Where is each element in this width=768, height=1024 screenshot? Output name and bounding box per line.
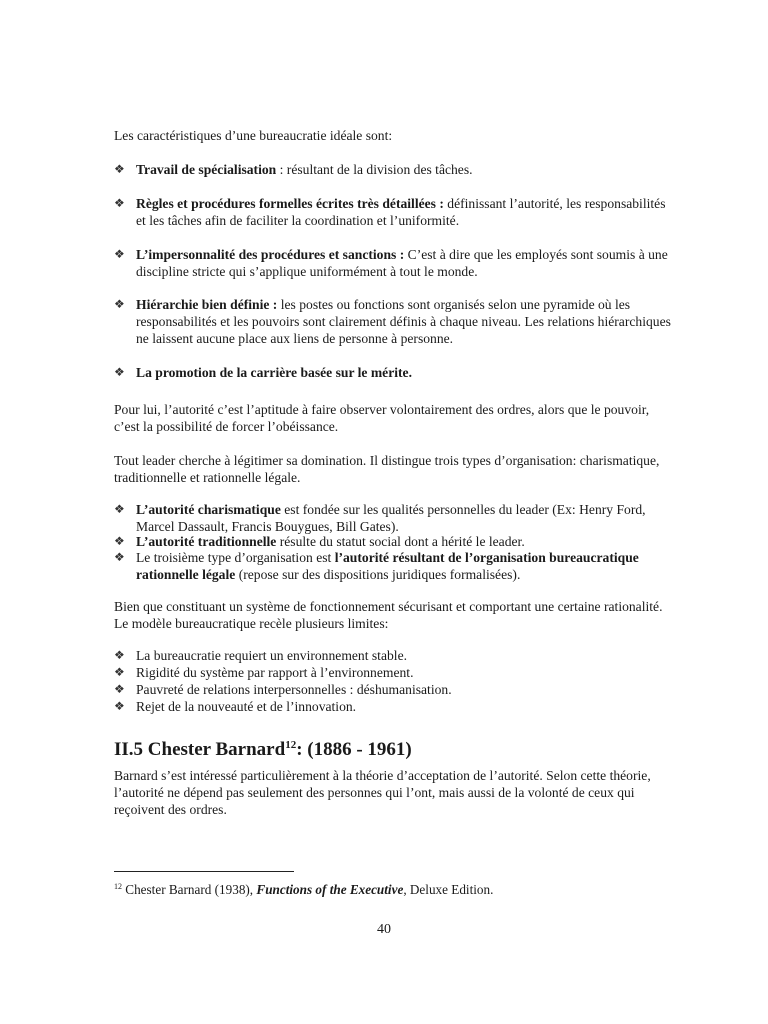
limit-text: Rigidité du système par rapport à l’environnement. <box>136 665 414 680</box>
page-number: 40 <box>377 922 391 937</box>
authority-type-text: (repose sur des dispositions juridiques formalisées). <box>235 567 521 582</box>
authority-type-title: l’autorité résultant de l’organisation bureaucratique rationnelle légale <box>136 550 639 582</box>
limit-item <box>114 698 674 715</box>
characteristic-item <box>114 364 674 381</box>
limit-item <box>114 664 674 681</box>
authority-type-item <box>114 501 674 535</box>
footnote-ref: 12 <box>285 739 297 751</box>
bullet-icon: ❖ <box>114 665 125 679</box>
limit-text: Pauvreté de relations interpersonnelles : déshumanisation. <box>136 682 452 697</box>
authority-paragraph: Pour lui, l’autorité c’est l’aptitude à faire observer volontairement des ordres, alors que le pouvoir, c’est la possibilité de forcer l’obéissance. <box>114 402 650 434</box>
intro-paragraph: Les caractéristiques d’une bureaucratie idéale sont: <box>114 128 393 143</box>
bullet-icon: ❖ <box>114 196 125 210</box>
limit-text: Rejet de la nouveauté et de l’innovation. <box>136 699 357 714</box>
section-heading <box>114 734 412 761</box>
barnard-paragraph: Barnard s’est intéressé particulièrement à la théorie d’acceptation de l’autorité. Selon cette théorie, l’autorité ne dépend pas seulement des personnes qui l’ont, mais aussi de la volonté de ceux qui reçoivent des ordres. <box>114 768 651 817</box>
footnote-book-title: Functions of the Executive <box>256 882 404 897</box>
authority-type-lead: Le troisième type d’organisation est <box>136 550 335 565</box>
bullet-icon: ❖ <box>114 534 125 548</box>
characteristic-text: définissant l’autorité, les responsabilités et les tâches afin de faciliter la coordination et l’uniformité. <box>136 196 666 228</box>
bullet-icon: ❖ <box>114 550 125 564</box>
characteristic-text: les postes ou fonctions sont organisés selon une pyramide où les responsabilités et les pouvoirs sont clairement définis à chaque niveau. Les relations hiérarchiques ne laissent aucune place aux liens de personne à personne. <box>136 297 671 346</box>
section-heading-title: II.5 Chester Barnard <box>114 739 286 760</box>
bullet-icon: ❖ <box>114 699 125 713</box>
characteristic-item <box>114 296 674 347</box>
bullet-icon: ❖ <box>114 162 125 176</box>
characteristic-item <box>114 195 674 229</box>
characteristic-title: Hiérarchie bien définie : <box>136 297 278 312</box>
leader-paragraph: Tout leader cherche à légitimer sa domination. Il distingue trois types d’organisation: charismatique, traditionnelle et rationnelle légale. <box>114 453 660 485</box>
authority-type-item <box>114 533 674 550</box>
bullet-icon: ❖ <box>114 682 125 696</box>
characteristic-text: : résultant de la division des tâches. <box>276 162 473 177</box>
characteristic-title: L’impersonnalité des procédures et sanctions : <box>136 247 405 262</box>
authority-type-title: L’autorité charismatique <box>136 502 281 517</box>
characteristic-item <box>114 246 674 280</box>
bullet-icon: ❖ <box>114 648 125 662</box>
footnote-text-pre: Chester Barnard (1938), <box>122 882 257 897</box>
footnote-text-post: , Deluxe Edition. <box>403 882 494 897</box>
characteristic-title: Règles et procédures formelles écrites très détaillées : <box>136 196 444 211</box>
authority-type-text: est fondée sur les qualités personnelles du leader (Ex: Henry Ford, Marcel Dassault, Francis Bouygues, Bill Gates). <box>136 502 646 534</box>
authority-type-item <box>114 549 674 583</box>
section-heading-dates: : (1886 - 1961) <box>296 739 412 760</box>
characteristic-title: La promotion de la carrière basée sur le mérite. <box>136 365 412 380</box>
characteristic-item <box>114 161 674 178</box>
footnote-separator <box>114 871 294 872</box>
footnote-number: 12 <box>114 882 122 891</box>
footnote <box>114 878 493 898</box>
limit-item <box>114 647 674 664</box>
characteristic-text: C’est à dire que les employés sont soumis à une discipline stricte qui s’applique uniformément à tout le monde. <box>136 247 668 279</box>
limits-paragraph: Bien que constituant un système de fonctionnement sécurisant et comportant une certaine rationalité. Le modèle bureaucratique recèle plusieurs limites: <box>114 599 663 631</box>
limit-text: La bureaucratie requiert un environnement stable. <box>136 648 407 663</box>
authority-type-text: résulte du statut social dont a hérité le leader. <box>276 534 525 549</box>
bullet-icon: ❖ <box>114 502 125 516</box>
bullet-icon: ❖ <box>114 247 125 261</box>
limit-item <box>114 681 674 698</box>
bullet-icon: ❖ <box>114 297 125 311</box>
authority-type-title: L’autorité traditionnelle <box>136 534 277 549</box>
characteristic-title: Travail de spécialisation <box>136 162 277 177</box>
bullet-icon: ❖ <box>114 365 125 379</box>
